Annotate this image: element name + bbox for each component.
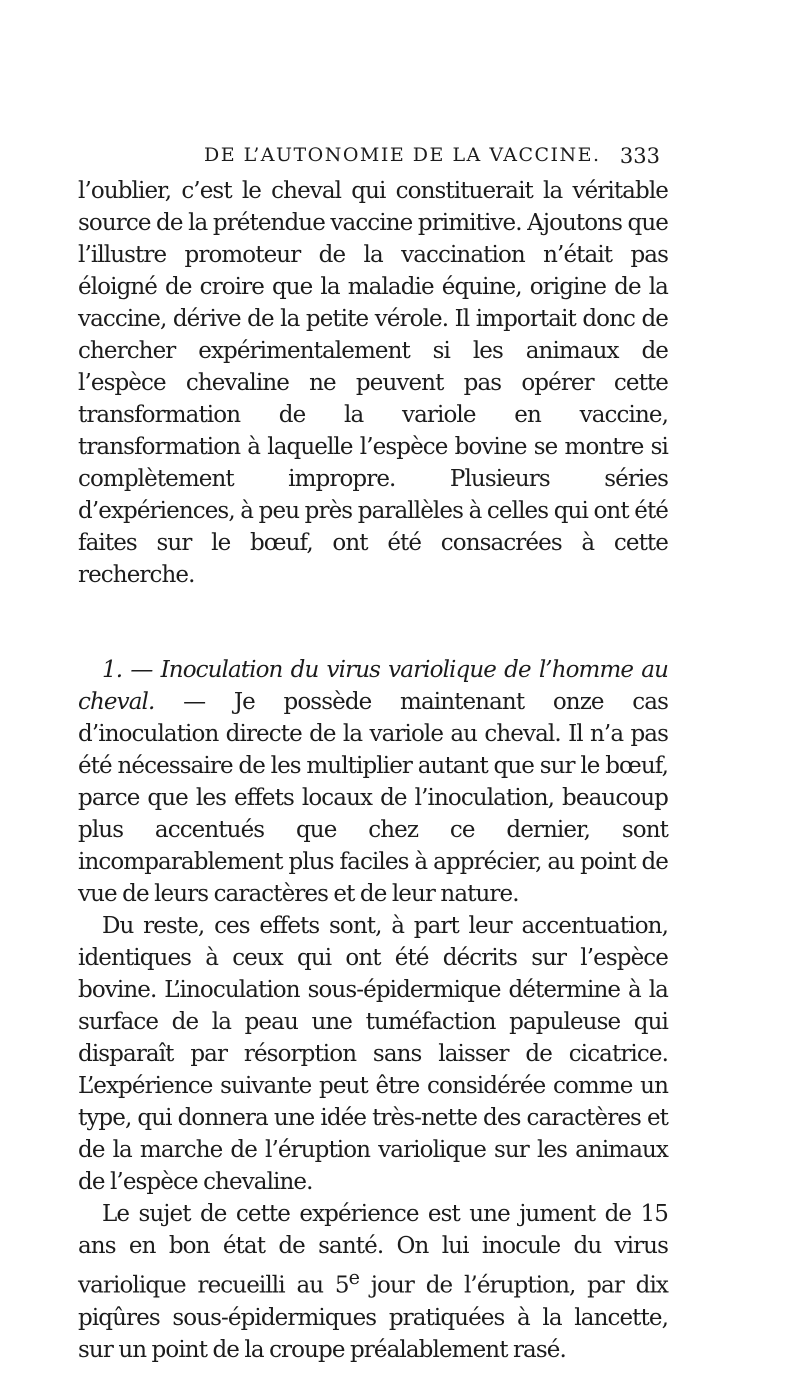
section-heading: 1. — Inoculation du virus variolique de l’homme au cheval.: [78, 657, 668, 715]
paragraph-4-text-a: Le sujet de cette expérience est une jument de 15 ans en bon état de santé. On lui inocule du virus variolique recueilli au 5: [78, 1201, 668, 1299]
paragraph-2: [78, 654, 668, 910]
paragraph-4-text-b: jour de l’éruption, par dix piqûres sous-épidermiques pratiquées à la lancette, sur un point de la croupe préalablement rasé.: [78, 1272, 668, 1363]
paragraph-3: Du reste, ces effets sont, à part leur accentuation, identiques à ceux qui ont été décrits sur l’espèce bovine. L’inoculation sous-épidermique détermine à la surface de la peau une tuméfaction papuleuse qui disparaît par résorption sans laisser de cicatrice. L’expérience suivante peut être considérée comme un type, qui donnera une idée très-nette des caractères et de la marche de l’éruption variolique sur les animaux de l’espèce chevaline.: [78, 913, 668, 1195]
page-header: [78, 144, 660, 166]
paragraph-1: l’oublier, c’est le cheval qui constituerait la véritable source de la prétendue vaccine primitive. Ajoutons que l’illustre promoteur de la vaccination n’était pas éloigné de croire que la maladie équine, origine de la vaccine, dérive de la petite vérole. Il importait donc de chercher expérimentalement si les animaux de l’espèce chevaline ne peuvent pas opérer cette transformation de la variole en vaccine, transformation à laquelle l’espèce bovine se montre si complètement impropre. Plusieurs séries d’expériences, à peu près parallèles à celles qui ont été faites sur le bœuf, ont été consacrées à cette recherche.: [78, 178, 668, 588]
paragraph-4: [78, 1198, 668, 1366]
running-title: DE L’AUTONOMIE DE LA VACCINE.: [204, 144, 601, 166]
paragraph-2-text: — Je possède maintenant onze cas d’inoculation directe de la variole au cheval. Il n’a pas été nécessaire de les multiplier autant que sur le bœuf, parce que les effets locaux de l’inoculation, beaucoup plus accentués que chez ce dernier, sont incomparablement plus faciles à apprécier, au point de vue de leurs caractères et de leur nature.: [78, 689, 668, 907]
page-number: 333: [619, 144, 660, 168]
body-text: [78, 175, 668, 1366]
ordinal-superscript: e: [348, 1266, 360, 1289]
